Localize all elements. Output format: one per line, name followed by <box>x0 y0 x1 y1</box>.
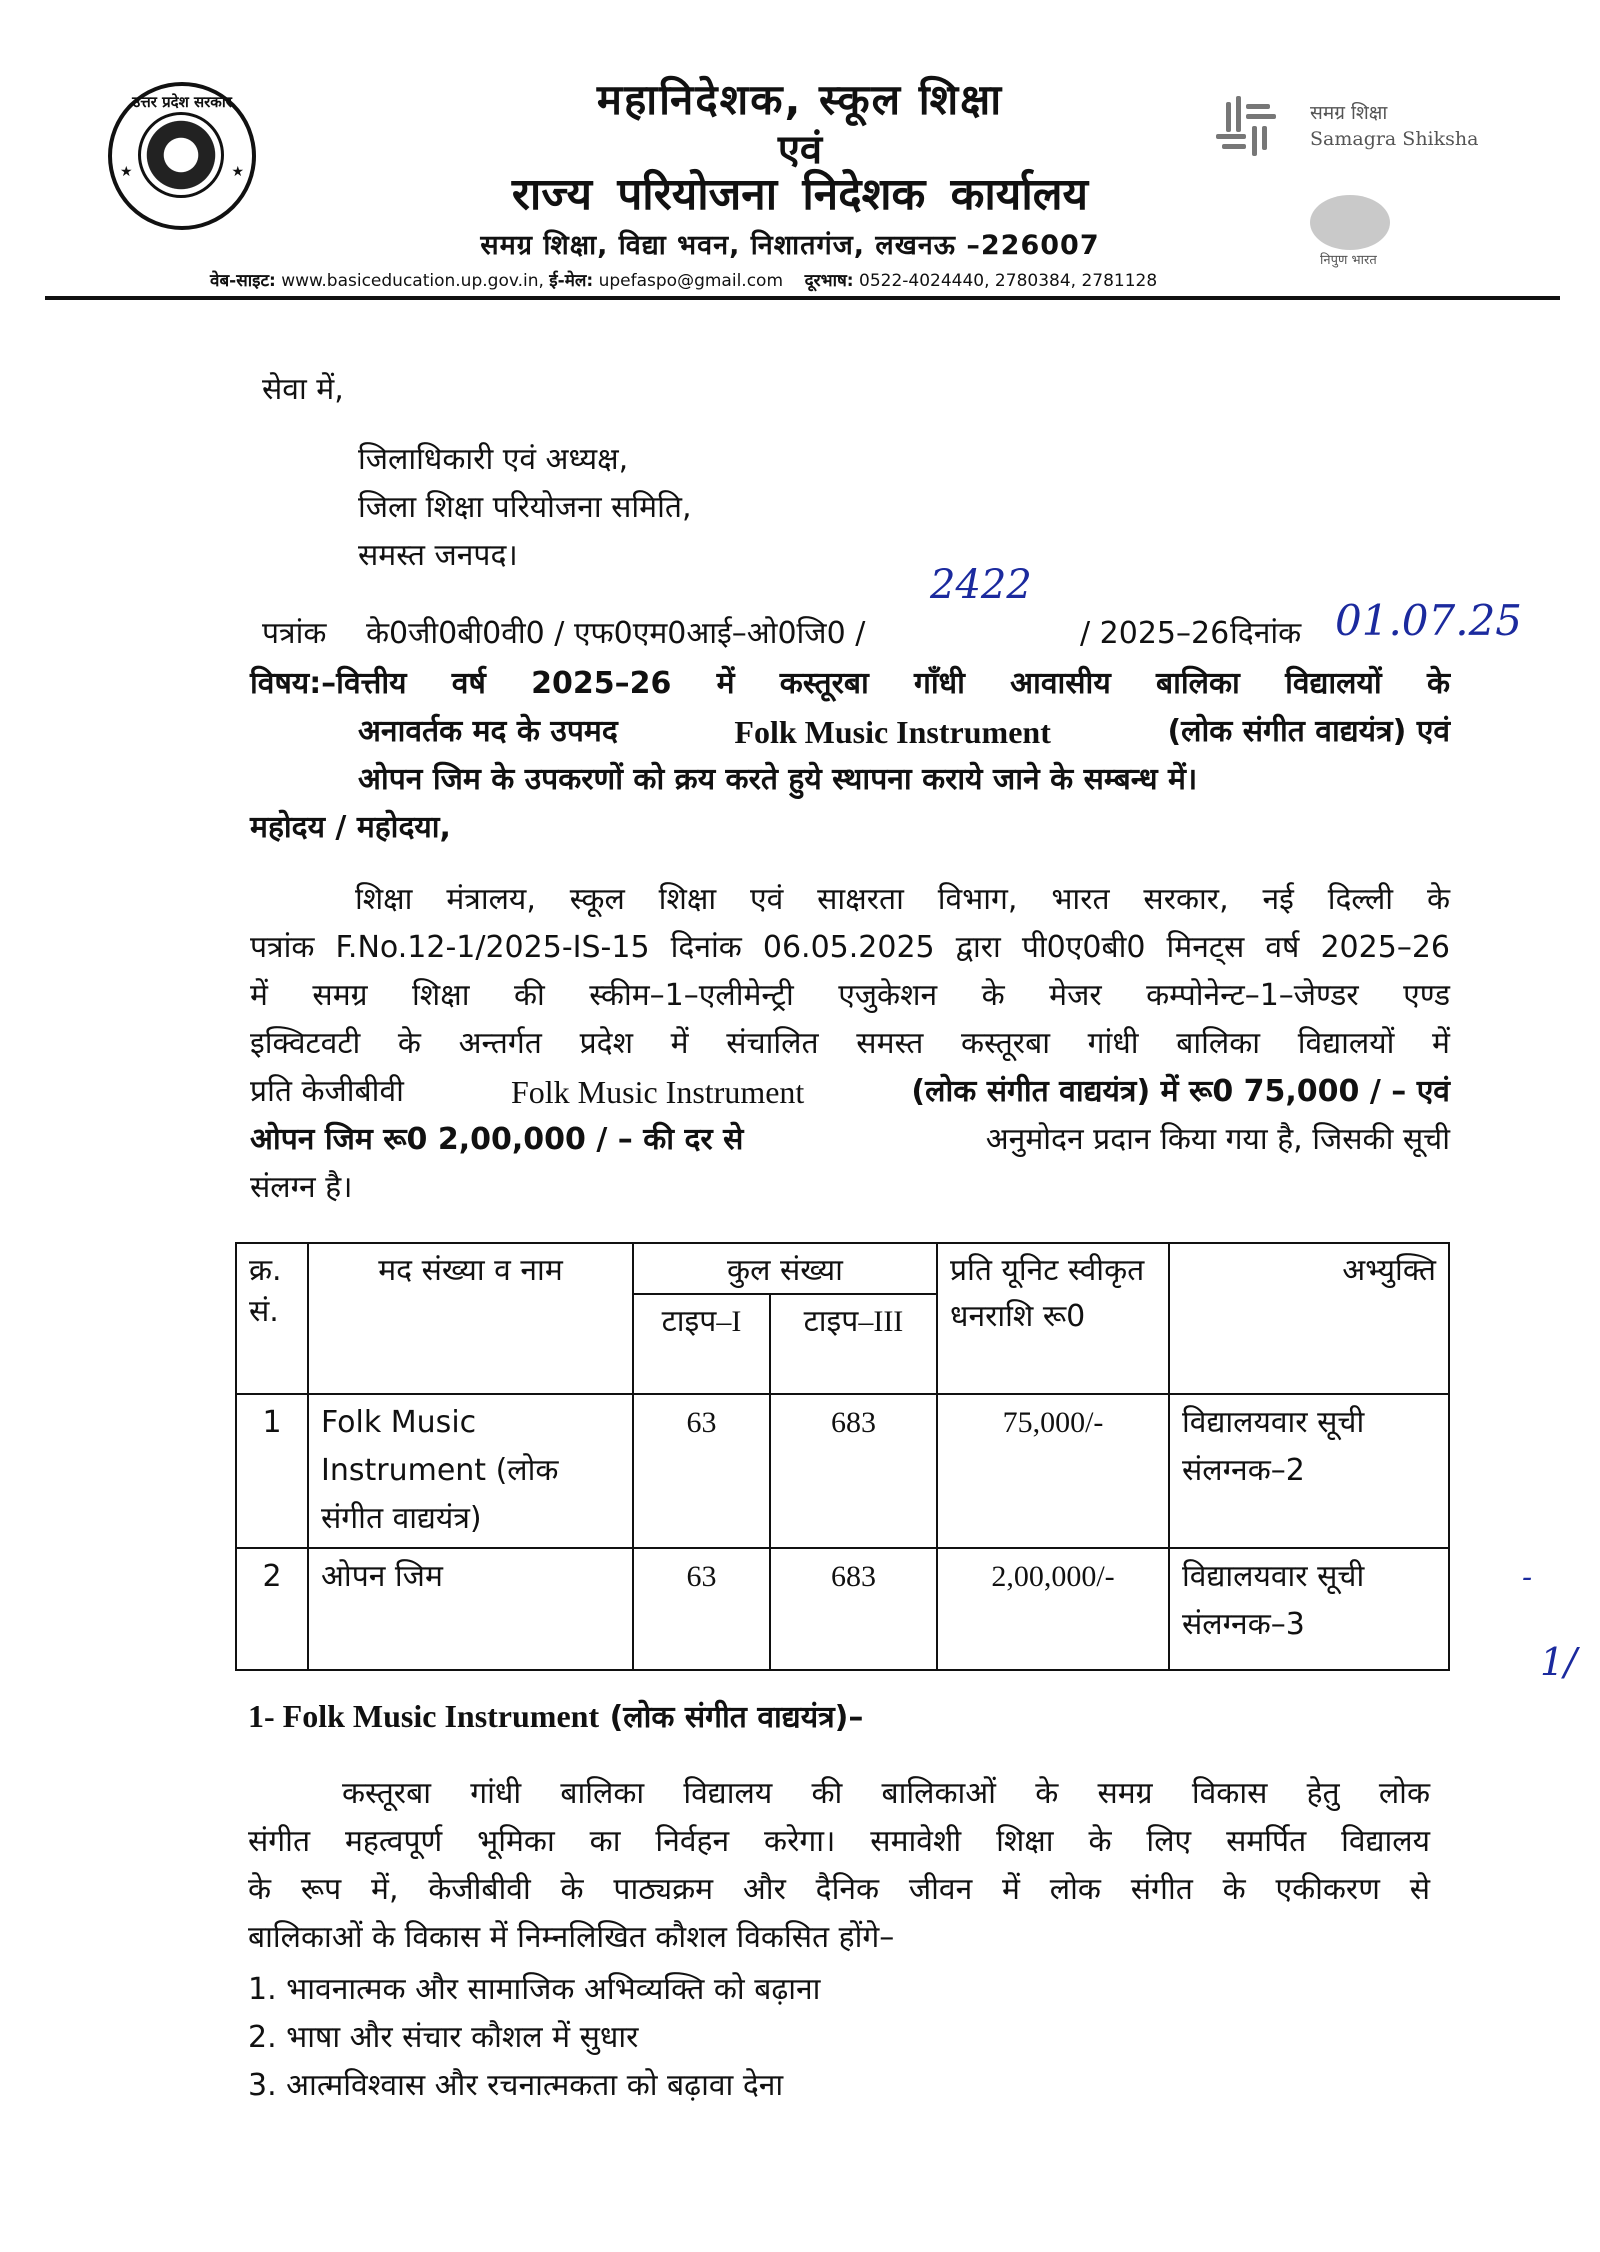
greeting: महोदय / महोदया, <box>250 810 451 845</box>
header-serial: क्र. सं. <box>236 1243 308 1394</box>
para1-line6 <box>250 1116 1450 1164</box>
samagra-hindi: समग्र शिक्षा <box>1310 102 1388 124</box>
para1-line3: में समग्र शिक्षा की स्कीम–1–एलीमेन्ट्री एजुकेशन के मेजर कम्पोनेन्ट–1–जेण्डर एण्ड <box>250 978 1450 1013</box>
cell-serial: 2 <box>236 1548 308 1670</box>
section1-para-line4: बालिकाओं के विकास में निम्नलिखित कौशल विकसित होंगे– <box>248 1920 895 1955</box>
section1-para-line2: संगीत महत्वपूर्ण भूमिका का निर्वहन करेगा। समावेशी शिक्षा के लिए समर्पित विद्यालय <box>248 1824 1430 1859</box>
header-type3: टाइप–III <box>770 1294 937 1394</box>
email-link[interactable]: upefaspo@gmail.com <box>598 271 784 291</box>
header-total: कुल संख्या <box>633 1243 937 1294</box>
para1-line4: इक्विटवटी के अन्तर्गत प्रदेश में संचालित समस्त कस्तूरबा गांधी बालिका विद्यालयों में <box>250 1026 1450 1061</box>
para1-line2: पत्रांक F.No.12-1/2025-IS-15 दिनांक 06.05.2025 द्वारा पी0ए0बी0 मिनट्स वर्ष 2025–26 <box>250 930 1450 965</box>
cell-amount: 75,000/- <box>937 1394 1169 1548</box>
office-address: समग्र शिक्षा, विद्या भवन, निशातगंज, लखनऊ –226007 <box>480 230 1100 261</box>
date-label: दिनांक <box>1230 616 1302 651</box>
cell-type3: 683 <box>770 1394 937 1548</box>
office-title-line1: महानिदेशक, स्कूल शिक्षा <box>596 75 1004 124</box>
section1-heading-english: 1- Folk Music Instrument <box>248 1698 600 1734</box>
reference-code: के0जी0बी0वी0 / एफ0एम0आई–ओ0जि0 / <box>366 616 866 651</box>
header-remarks: अभ्युक्ति <box>1169 1243 1449 1394</box>
cell-item: ओपन जिम <box>308 1548 633 1670</box>
office-title-line2: एवं <box>777 127 823 173</box>
samagra-shiksha-logo-icon <box>1212 92 1284 164</box>
para1-line6-bold: ओपन जिम रू0 2,00,000 / – की दर से <box>250 1122 744 1157</box>
section1-heading <box>248 1692 863 1742</box>
para1-line7: संलग्न है। <box>250 1170 353 1205</box>
salutation-to: सेवा में, <box>262 372 344 407</box>
handwritten-date: 01.07.25 <box>1335 596 1523 645</box>
para1-line1: शिक्षा मंत्रालय, स्कूल शिक्षा एवं साक्षरता विभाग, भारत सरकार, नई दिल्ली के <box>355 882 1450 917</box>
header-type1: टाइप–I <box>633 1294 770 1394</box>
table-header-row <box>236 1243 1449 1294</box>
addressee-line3: समस्त जनपद। <box>358 538 518 573</box>
contact-line <box>210 268 1390 291</box>
para1-line5-pre: प्रति केजीबीवी <box>250 1074 404 1109</box>
header-item: मद संख्या व नाम <box>308 1243 633 1394</box>
subject-line2-pre: अनावर्तक मद के उपमद <box>358 714 618 749</box>
addressee-line1: जिलाधिकारी एवं अध्यक्ष, <box>358 442 629 477</box>
subject-line2-english: Folk Music Instrument <box>734 714 1051 750</box>
cell-remarks: विद्यालयवार सूची संलग्नक–3 <box>1169 1548 1449 1670</box>
star-icon: ★ <box>120 164 133 180</box>
cell-remarks: विद्यालयवार सूची संलग्नक–2 <box>1169 1394 1449 1548</box>
margin-dash-mark: - <box>1522 1560 1533 1595</box>
table-row <box>236 1548 1449 1670</box>
header-unit-amount: प्रति यूनिट स्वीकृत धनराशि रू0 <box>937 1243 1169 1394</box>
emblem-center-icon <box>138 112 224 198</box>
cell-type1: 63 <box>633 1548 770 1670</box>
website-link[interactable]: www.basiceducation.up.gov.in, <box>281 271 544 291</box>
margin-page-mark: 1/ <box>1540 1640 1577 1684</box>
list-item: 3. आत्मविश्वास और रचनात्मकता को बढ़ावा देना <box>248 2068 784 2103</box>
up-government-emblem <box>108 82 256 230</box>
para1-line6-rest: अनुमोदन प्रदान किया गया है, जिसकी सूची <box>985 1122 1450 1157</box>
reference-year: / 2025–26 <box>1080 616 1230 651</box>
subject-line1: विषय:–वित्तीय वर्ष 2025–26 में कस्तूरबा गाँधी आवासीय बालिका विद्यालयों के <box>250 666 1450 701</box>
section1-heading-hindi: (लोक संगीत वाद्ययंत्र)– <box>609 1700 864 1735</box>
phone-numbers: 0522-4024440, 2780384, 2781128 <box>859 271 1158 291</box>
cell-type1: 63 <box>633 1394 770 1548</box>
nipun-bharat-text: निपुण भारत <box>1320 253 1377 268</box>
section1-para-line1: कस्तूरबा गांधी बालिका विद्यालय की बालिकाओं के समग्र विकास हेतु लोक <box>342 1776 1430 1811</box>
reference-label: पत्रांक <box>262 616 327 651</box>
header-divider <box>45 296 1560 300</box>
phone-label: दूरभाष: <box>804 271 854 291</box>
subject-line3: ओपन जिम के उपकरणों को क्रय करते हुये स्थापना कराये जाने के सम्बन्ध में। <box>358 762 1198 797</box>
emblem-text: उत्तर प्रदेश सरकार <box>132 93 232 111</box>
email-label: ई-मेल: <box>549 271 594 291</box>
section1-para-line3: के रूप में, केजीबीवी के पाठ्यक्रम और दैनिक जीवन में लोक संगीत के एकीकरण से <box>248 1872 1430 1907</box>
para1-line5 <box>250 1068 1450 1116</box>
table-row <box>236 1394 1449 1548</box>
handwritten-letter-number: 2422 <box>930 562 1032 608</box>
list-item: 1. भावनात्मक और सामाजिक अभिव्यक्ति को बढ़ाना <box>248 1972 821 2007</box>
para1-line5-post: (लोक संगीत वाद्ययंत्र) में रू0 75,000 / – एवं <box>911 1074 1450 1109</box>
samagra-english: Samagra Shiksha <box>1310 128 1479 150</box>
list-item: 2. भाषा और संचार कौशल में सुधार <box>248 2020 639 2055</box>
para1-line5-english: Folk Music Instrument <box>510 1074 805 1110</box>
subject-line2-post: (लोक संगीत वाद्ययंत्र) एवं <box>1167 714 1450 749</box>
cell-serial: 1 <box>236 1394 308 1548</box>
office-title-line3: राज्य परियोजना निदेशक कार्यालय <box>511 169 1089 220</box>
samagra-shiksha-brand <box>1310 100 1478 152</box>
cell-type3: 683 <box>770 1548 937 1670</box>
cell-amount: 2,00,000/- <box>937 1548 1169 1670</box>
star-icon: ★ <box>231 164 244 180</box>
cell-item: Folk Music Instrument (लोक संगीत वाद्ययंत्र) <box>308 1394 633 1548</box>
website-label: वेब-साइट: <box>210 271 276 291</box>
addressee-line2: जिला शिक्षा परियोजना समिति, <box>358 490 692 525</box>
subject-line2 <box>358 708 1450 756</box>
nipun-bharat-logo-icon <box>1310 195 1390 250</box>
allocation-table <box>235 1242 1450 1671</box>
